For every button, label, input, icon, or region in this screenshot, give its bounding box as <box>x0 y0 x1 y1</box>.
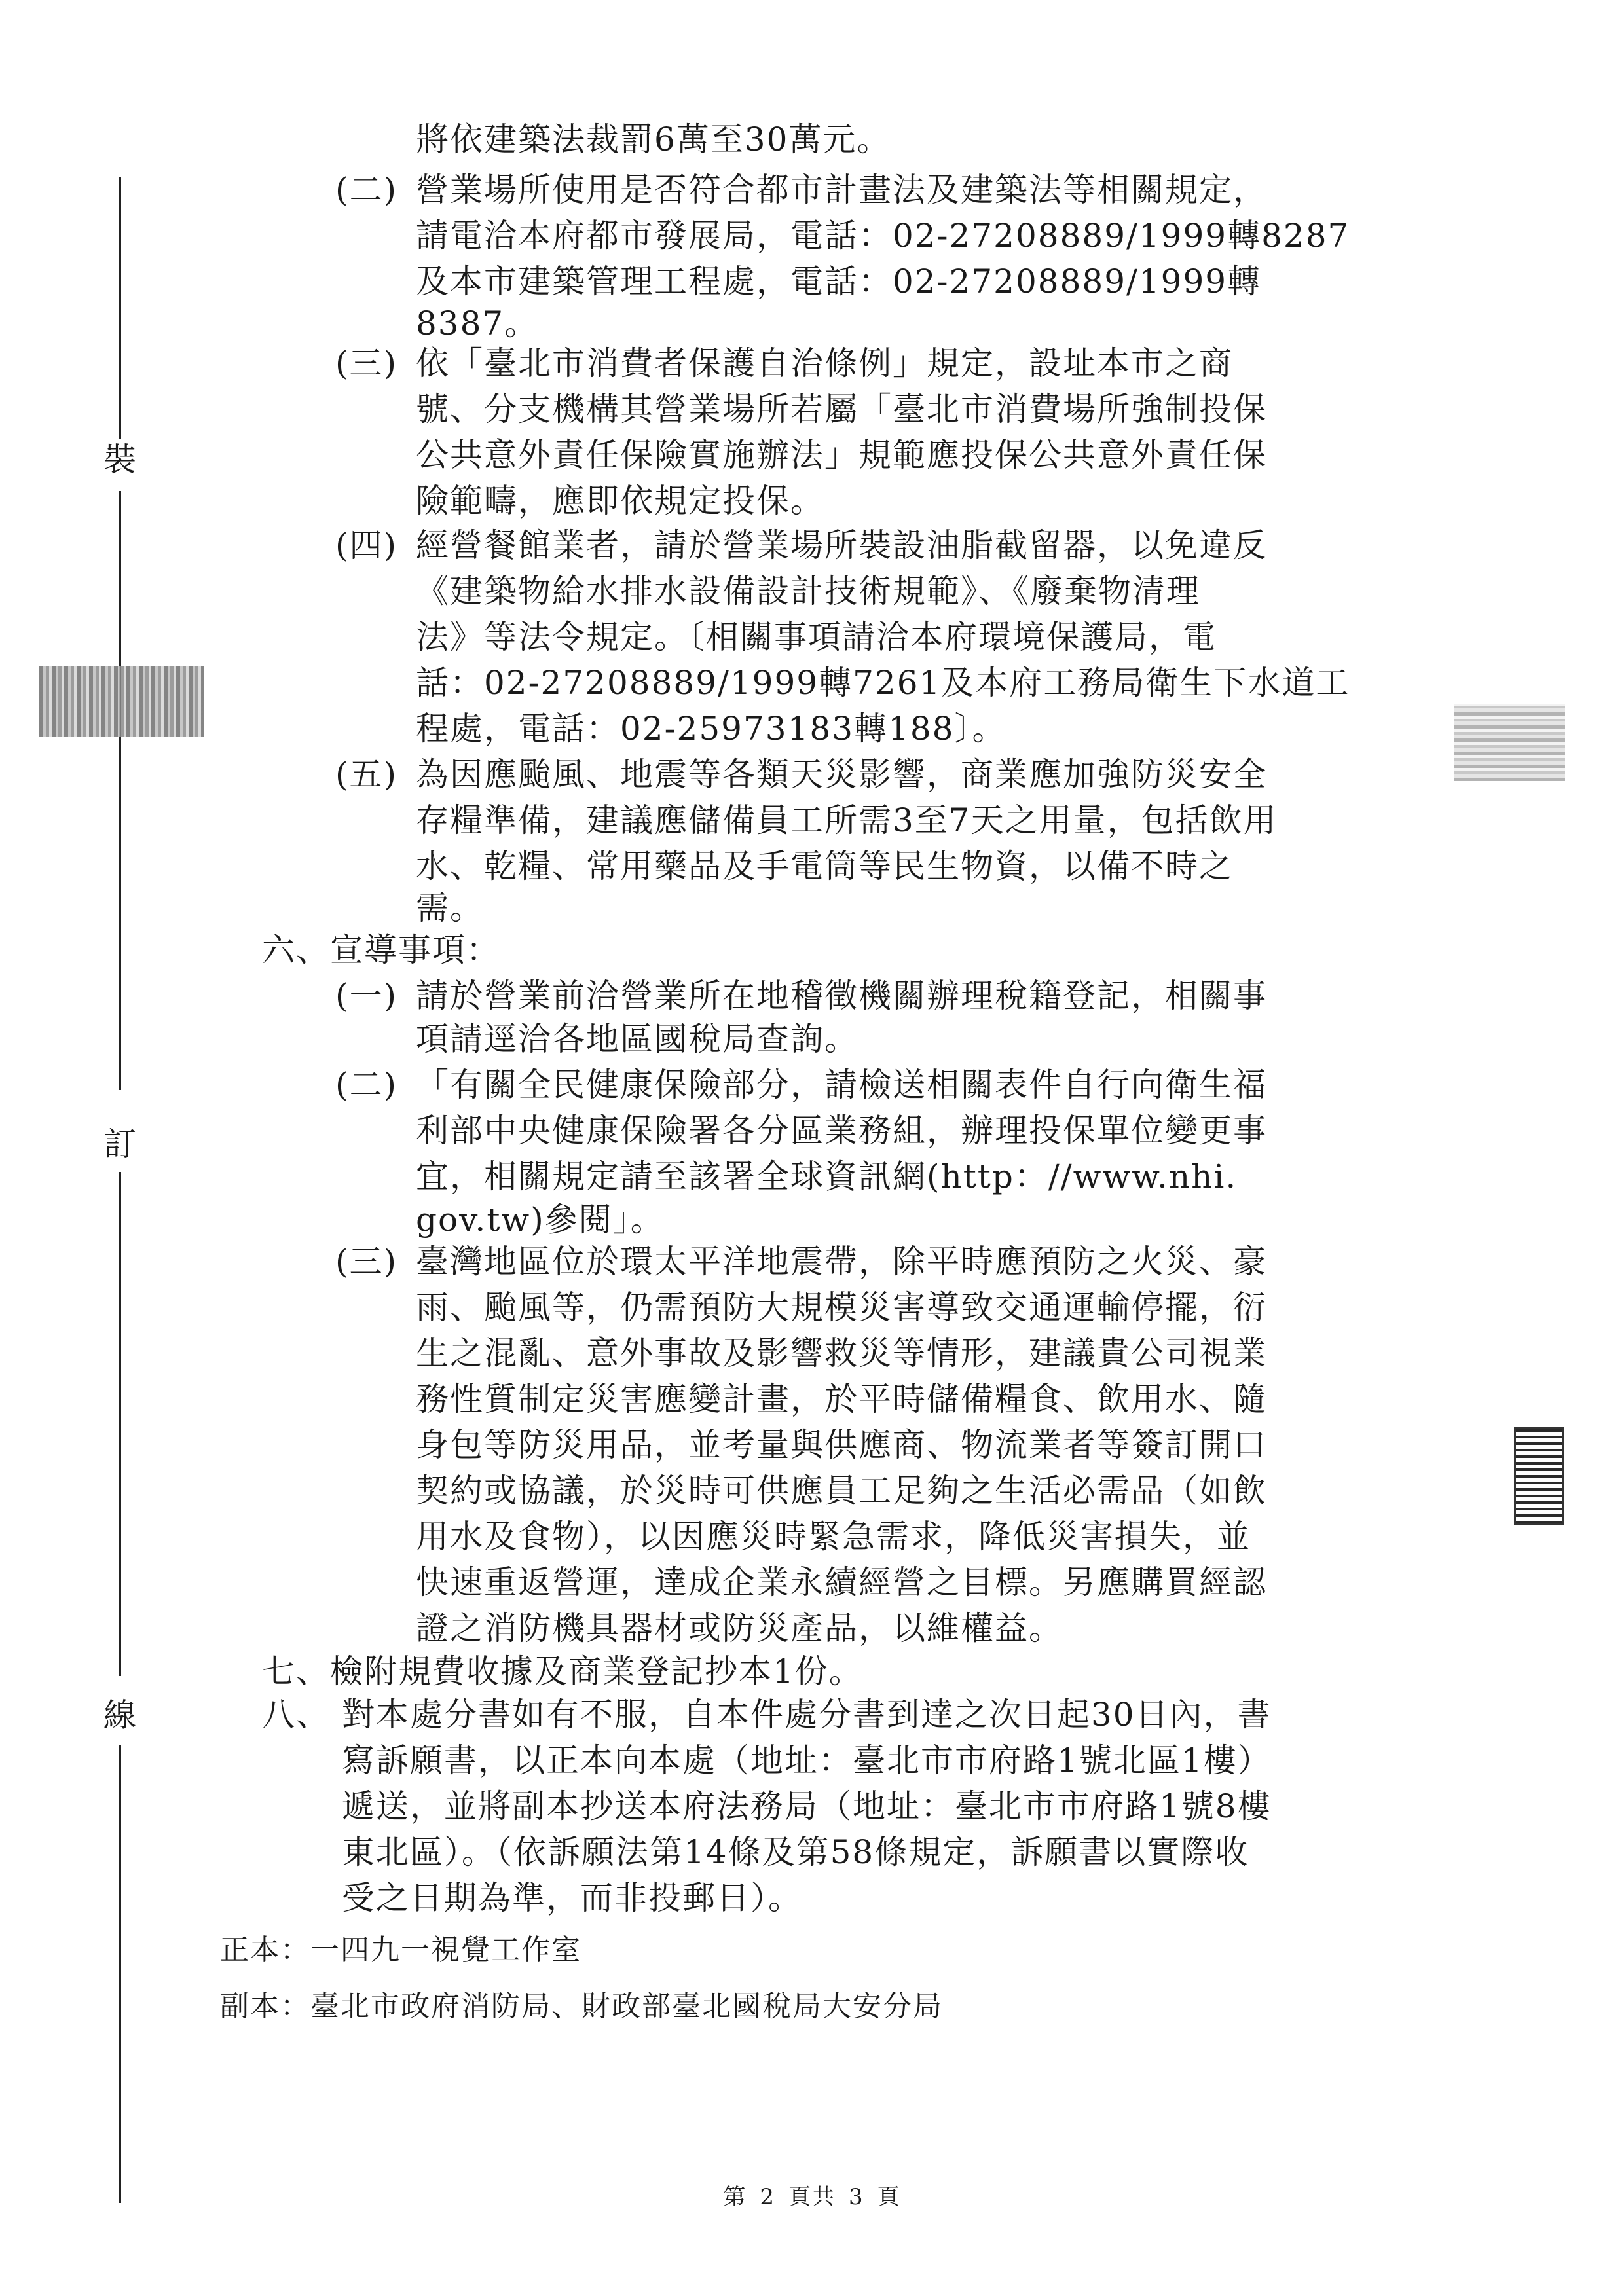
page-total: 3 <box>849 2184 864 2210</box>
item-line: 法》等法令規定。〔相關事項請洽本府環境保護局，電 <box>416 618 1217 656</box>
item-marker: (三) <box>335 344 398 382</box>
item-marker: (五) <box>335 756 398 793</box>
item-marker: (二) <box>335 171 398 209</box>
section-eight-line: 寫訴願書，以正本向本處（地址：臺北市市府路1號北區1樓） <box>342 1741 1272 1779</box>
item-line: 契約或協議，於災時可供應員工足夠之生活必需品（如飲 <box>416 1472 1267 1510</box>
item-line: 號、分支機構其營業場所若屬「臺北市消費場所強制投保 <box>416 390 1267 428</box>
item-line: 身包等防災用品，並考量與供應商、物流業者等簽訂開口 <box>416 1426 1267 1464</box>
item-line: 請電洽本府都市發展局，電話：02-27208889/1999轉8287 <box>416 217 1350 255</box>
seal-stamp-left <box>39 666 204 737</box>
binding-line <box>119 177 121 439</box>
item-line: 經營餐館業者，請於營業場所裝設油脂截留器，以免違反 <box>416 526 1267 564</box>
item-line: 請於營業前洽營業所在地稽徵機關辦理稅籍登記，相關事 <box>416 977 1267 1015</box>
binding-char-xian: 線 <box>103 1696 136 1734</box>
item-line: 依「臺北市消費者保護自治條例」規定，設址本市之商 <box>416 344 1233 382</box>
footer-middle: 頁共 <box>788 2184 836 2210</box>
footer-suffix: 頁 <box>877 2184 901 2210</box>
item-line: 用水及食物），以因應災時緊急需求，降低災害損失，並 <box>416 1518 1251 1556</box>
item-line: 為因應颱風、地震等各類天災影響，商業應加強防災安全 <box>416 756 1267 793</box>
item-marker: (二) <box>335 1066 398 1104</box>
item-line: 項請逕洽各地區國稅局查詢。 <box>416 1020 858 1058</box>
item-line: 「有關全民健康保險部分，請檢送相關表件自行向衛生福 <box>416 1066 1267 1104</box>
seal-stamp-right-upper <box>1454 704 1565 781</box>
item-line: 務性質制定災害應變計畫，於平時儲備糧食、飲用水、隨 <box>416 1380 1267 1418</box>
page-number: 2 <box>760 2184 775 2210</box>
item-line: 宜，相關規定請至該署全球資訊網(http：//www.nhi. <box>416 1157 1238 1195</box>
section-seven: 七、檢附規費收據及商業登記抄本1份。 <box>262 1652 863 1690</box>
binding-line <box>119 1745 121 2203</box>
original-recipient: 正本：一四九一視覺工作室 <box>220 1933 581 1967</box>
item-line: 營業場所使用是否符合都市計畫法及建築法等相關規定， <box>416 171 1267 209</box>
continuation-text: 將依建築法裁罰6萬至30萬元。 <box>416 120 891 158</box>
item-line: 證之消防機具器材或防災產品，以維權益。 <box>416 1609 1063 1647</box>
page-footer <box>0 2183 1624 2212</box>
footer-prefix: 第 <box>723 2184 747 2210</box>
section-eight-line: 對本處分書如有不服，自本件處分書到達之次日起30日內，書 <box>342 1696 1272 1734</box>
item-line: 雨、颱風等，仍需預防大規模災害導致交通運輸停擺，衍 <box>416 1288 1267 1326</box>
item-line: 險範疇，應即依規定投保。 <box>416 482 824 520</box>
item-line: 公共意外責任保險實施辦法」規範應投保公共意外責任保 <box>416 436 1267 474</box>
item-line: 快速重返營運，達成企業永續經營之目標。另應購買經認 <box>416 1563 1267 1601</box>
item-line: 需。 <box>416 889 484 927</box>
item-line: 程處，電話：02-25973183轉188〕。 <box>416 710 1006 748</box>
section-eight-line: 遞送，並將副本抄送本府法務局（地址：臺北市市府路1號8樓 <box>342 1787 1272 1825</box>
binding-char-zhuang: 裝 <box>103 441 136 479</box>
item-line: gov.tw)參閱」。 <box>416 1201 665 1239</box>
item-line: 臺灣地區位於環太平洋地震帶，除平時應預防之火災、豪 <box>416 1243 1267 1281</box>
binding-line <box>119 491 121 1090</box>
item-line: 水、乾糧、常用藥品及手電筒等民生物資，以備不時之 <box>416 847 1233 885</box>
item-line: 8387。 <box>416 304 539 342</box>
section-eight-line: 東北區）。（依訴願法第14條及第58條規定，訴願書以實際收 <box>342 1833 1249 1871</box>
item-line: 存糧準備，建議應儲備員工所需3至7天之用量，包括飲用 <box>416 801 1278 839</box>
binding-line <box>119 1172 121 1676</box>
item-marker: (一) <box>335 977 398 1015</box>
copy-recipients: 副本：臺北市政府消防局、財政部臺北國稅局大安分局 <box>220 1990 943 2023</box>
item-line: 利部中央健康保險署各分區業務組，辦理投保單位變更事 <box>416 1112 1267 1150</box>
item-line: 《建築物給水排水設備設計技術規範》、《廢棄物清理 <box>416 572 1200 610</box>
item-line: 話：02-27208889/1999轉7261及本府工務局衛生下水道工 <box>416 664 1350 702</box>
item-line: 及本市建築管理工程處，電話：02-27208889/1999轉 <box>416 263 1262 301</box>
section-eight-line: 受之日期為準，而非投郵日）。 <box>342 1879 802 1917</box>
section-heading: 六、宣導事項： <box>262 931 500 969</box>
item-marker: (四) <box>335 526 398 564</box>
seal-stamp-right-lower <box>1514 1427 1564 1525</box>
item-line: 生之混亂、意外事故及影響救災等情形，建議貴公司視業 <box>416 1334 1267 1372</box>
item-marker: (三) <box>335 1243 398 1281</box>
binding-char-ding: 訂 <box>103 1125 136 1163</box>
section-heading: 八、 <box>262 1696 330 1734</box>
